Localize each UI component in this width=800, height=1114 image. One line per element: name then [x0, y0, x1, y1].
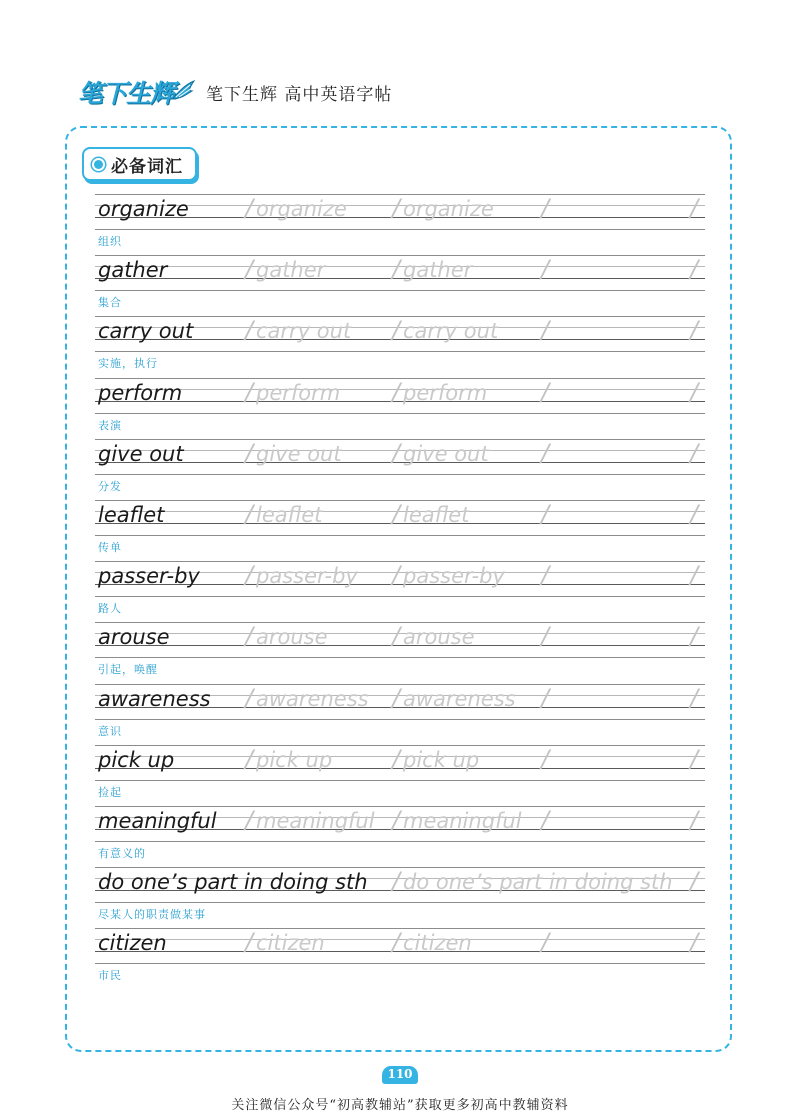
- slash-divider: /: [392, 377, 401, 406]
- trace-word: citizen: [403, 931, 472, 956]
- trace-word: perform: [256, 380, 341, 405]
- slash-divider: /: [690, 438, 699, 467]
- vocab-meaning: 表演: [98, 418, 122, 432]
- guide-line: [95, 902, 705, 903]
- vocab-entry: [95, 739, 705, 800]
- guide-line: [95, 596, 705, 597]
- vocab-word: pick up: [98, 747, 175, 772]
- slash-divider: /: [541, 499, 550, 528]
- vocab-word: gather: [98, 258, 168, 283]
- trace-word: citizen: [256, 931, 325, 956]
- vocab-meaning: 有意义的: [98, 846, 146, 860]
- guide-line: [95, 928, 705, 929]
- slash-divider: /: [392, 622, 401, 651]
- section-title: 必备词汇: [111, 156, 183, 177]
- slash-divider: /: [392, 805, 401, 834]
- vocab-meaning: 路人: [98, 602, 122, 616]
- slash-divider: /: [392, 683, 401, 712]
- vocab-entry: [95, 310, 705, 371]
- slash-divider: /: [541, 683, 550, 712]
- trace-word: carry out: [256, 319, 352, 344]
- vocab-word: carry out: [98, 319, 194, 344]
- slash-divider: /: [690, 499, 699, 528]
- vocab-word: awareness: [98, 686, 211, 711]
- guide-line: [95, 474, 705, 475]
- slash-divider: /: [690, 928, 699, 957]
- slash-divider: /: [690, 683, 699, 712]
- slash-divider: /: [245, 438, 254, 467]
- trace-word: passer-by: [403, 564, 505, 589]
- slash-divider: /: [690, 377, 699, 406]
- bullet-icon: [94, 160, 103, 169]
- slash-divider: /: [245, 194, 254, 222]
- vocab-meaning: 捡起: [98, 785, 122, 799]
- trace-word: arouse: [256, 625, 328, 650]
- slash-divider: /: [245, 928, 254, 957]
- vocab-meaning: 传单: [98, 540, 122, 554]
- slash-divider: /: [245, 683, 254, 712]
- vocab-entry: [95, 433, 705, 494]
- guide-line: [95, 255, 705, 256]
- trace-word: gather: [256, 258, 326, 283]
- vocab-meaning: 意识: [98, 724, 122, 738]
- trace-word: awareness: [256, 686, 369, 711]
- slash-divider: /: [245, 561, 254, 590]
- vocab-entry: [95, 800, 705, 861]
- slash-divider: /: [690, 255, 699, 284]
- vocab-entry: [95, 678, 705, 739]
- slash-divider: /: [541, 561, 550, 590]
- trace-word: organize: [403, 197, 494, 221]
- book-title: 笔下生辉 高中英语字帖: [206, 84, 393, 105]
- trace-word: awareness: [403, 686, 516, 711]
- slash-divider: /: [392, 499, 401, 528]
- guide-line: [95, 963, 705, 964]
- slash-divider: /: [245, 377, 254, 406]
- trace-word: pick up: [403, 747, 480, 772]
- slash-divider: /: [245, 316, 254, 345]
- vocab-word: meaningful: [98, 808, 217, 833]
- vocab-entry: [95, 616, 705, 677]
- guide-line: [95, 561, 705, 562]
- slash-divider: /: [541, 255, 550, 284]
- guide-line: [95, 351, 705, 352]
- slash-divider: /: [690, 805, 699, 834]
- slash-divider: /: [392, 255, 401, 284]
- guide-line: [95, 316, 705, 317]
- vocab-word: give out: [98, 441, 184, 466]
- vocab-word: arouse: [98, 625, 170, 650]
- slash-divider: /: [392, 316, 401, 345]
- slash-divider: /: [541, 316, 550, 345]
- slash-divider: /: [541, 744, 550, 773]
- trace-word: meaningful: [403, 808, 522, 833]
- vocab-word: leaflet: [98, 502, 165, 527]
- slash-divider: /: [245, 499, 254, 528]
- slash-divider: /: [392, 561, 401, 590]
- guide-line: [95, 745, 705, 746]
- slash-divider: /: [245, 622, 254, 651]
- guide-line: [95, 378, 705, 379]
- trace-word: do one’s part in doing sth: [403, 870, 673, 895]
- vocab-entry: [95, 861, 705, 922]
- guide-line: [95, 780, 705, 781]
- slash-divider: /: [690, 622, 699, 651]
- footer-note: 关注微信公众号“初高教辅站”获取更多初高中教辅资料: [231, 1098, 569, 1113]
- vocab-entry: [95, 372, 705, 433]
- vocab-meaning: 集合: [98, 296, 122, 310]
- guide-line: [95, 229, 705, 230]
- guide-line: [95, 867, 705, 868]
- vocab-word: passer-by: [98, 564, 200, 589]
- trace-word: perform: [403, 380, 488, 405]
- slash-divider: /: [245, 255, 254, 284]
- trace-word: organize: [256, 197, 347, 221]
- vocab-entry: [95, 494, 705, 555]
- section-heading: [82, 147, 197, 181]
- trace-word: give out: [403, 441, 489, 466]
- wing-icon: [170, 79, 196, 105]
- trace-word: carry out: [403, 319, 499, 344]
- guide-line: [95, 806, 705, 807]
- guide-line: [95, 500, 705, 501]
- page-number: 110: [387, 1067, 413, 1081]
- guide-line: [95, 439, 705, 440]
- slash-divider: /: [392, 194, 401, 222]
- vocab-entry: [95, 188, 705, 249]
- slash-divider: /: [245, 744, 254, 773]
- guide-line: [95, 413, 705, 414]
- brand-logo: 笔下生辉: [78, 79, 175, 108]
- vocab-meaning: 尽某人的职责做某事: [98, 908, 206, 922]
- vocab-word: organize: [98, 197, 189, 221]
- trace-word: meaningful: [256, 808, 375, 833]
- guide-line: [95, 535, 705, 536]
- vocab-meaning: 分发: [98, 479, 122, 493]
- slash-divider: /: [541, 805, 550, 834]
- guide-line: [95, 622, 705, 623]
- guide-line: [95, 657, 705, 658]
- vocab-entry: [95, 249, 705, 310]
- vocab-word: citizen: [98, 931, 167, 956]
- page-number-badge: [382, 1063, 418, 1085]
- vocab-meaning: 引起，唤醒: [98, 663, 158, 677]
- guide-line: [95, 841, 705, 842]
- slash-divider: /: [690, 316, 699, 345]
- slash-divider: /: [541, 928, 550, 957]
- vocabulary-list: [95, 188, 705, 983]
- slash-divider: /: [690, 194, 699, 222]
- trace-word: passer-by: [256, 564, 358, 589]
- guide-line: [95, 719, 705, 720]
- slash-divider: /: [541, 377, 550, 406]
- slash-divider: /: [690, 561, 699, 590]
- slash-divider: /: [392, 928, 401, 957]
- slash-divider: /: [690, 744, 699, 773]
- vocab-meaning: 组织: [98, 235, 122, 248]
- vocab-word: perform: [98, 380, 183, 405]
- slash-divider: /: [690, 867, 699, 896]
- guide-line: [95, 194, 705, 195]
- vocab-meaning: 实施，执行: [98, 357, 158, 371]
- trace-word: pick up: [256, 747, 333, 772]
- guide-line: [95, 684, 705, 685]
- slash-divider: /: [392, 744, 401, 773]
- brand-header: [78, 72, 392, 112]
- vocab-word: do one’s part in doing sth: [98, 870, 368, 895]
- guide-line: [95, 290, 705, 291]
- vocab-meaning: 市民: [98, 969, 122, 983]
- vocab-entry: [95, 555, 705, 616]
- slash-divider: /: [245, 805, 254, 834]
- slash-divider: /: [541, 622, 550, 651]
- trace-word: leaflet: [403, 502, 470, 527]
- slash-divider: /: [541, 194, 550, 222]
- trace-word: arouse: [403, 625, 475, 650]
- vocab-entry: [95, 922, 705, 983]
- trace-word: give out: [256, 441, 342, 466]
- slash-divider: /: [392, 438, 401, 467]
- trace-word: leaflet: [256, 502, 323, 527]
- slash-divider: /: [392, 867, 401, 896]
- trace-word: gather: [403, 258, 473, 283]
- slash-divider: /: [541, 438, 550, 467]
